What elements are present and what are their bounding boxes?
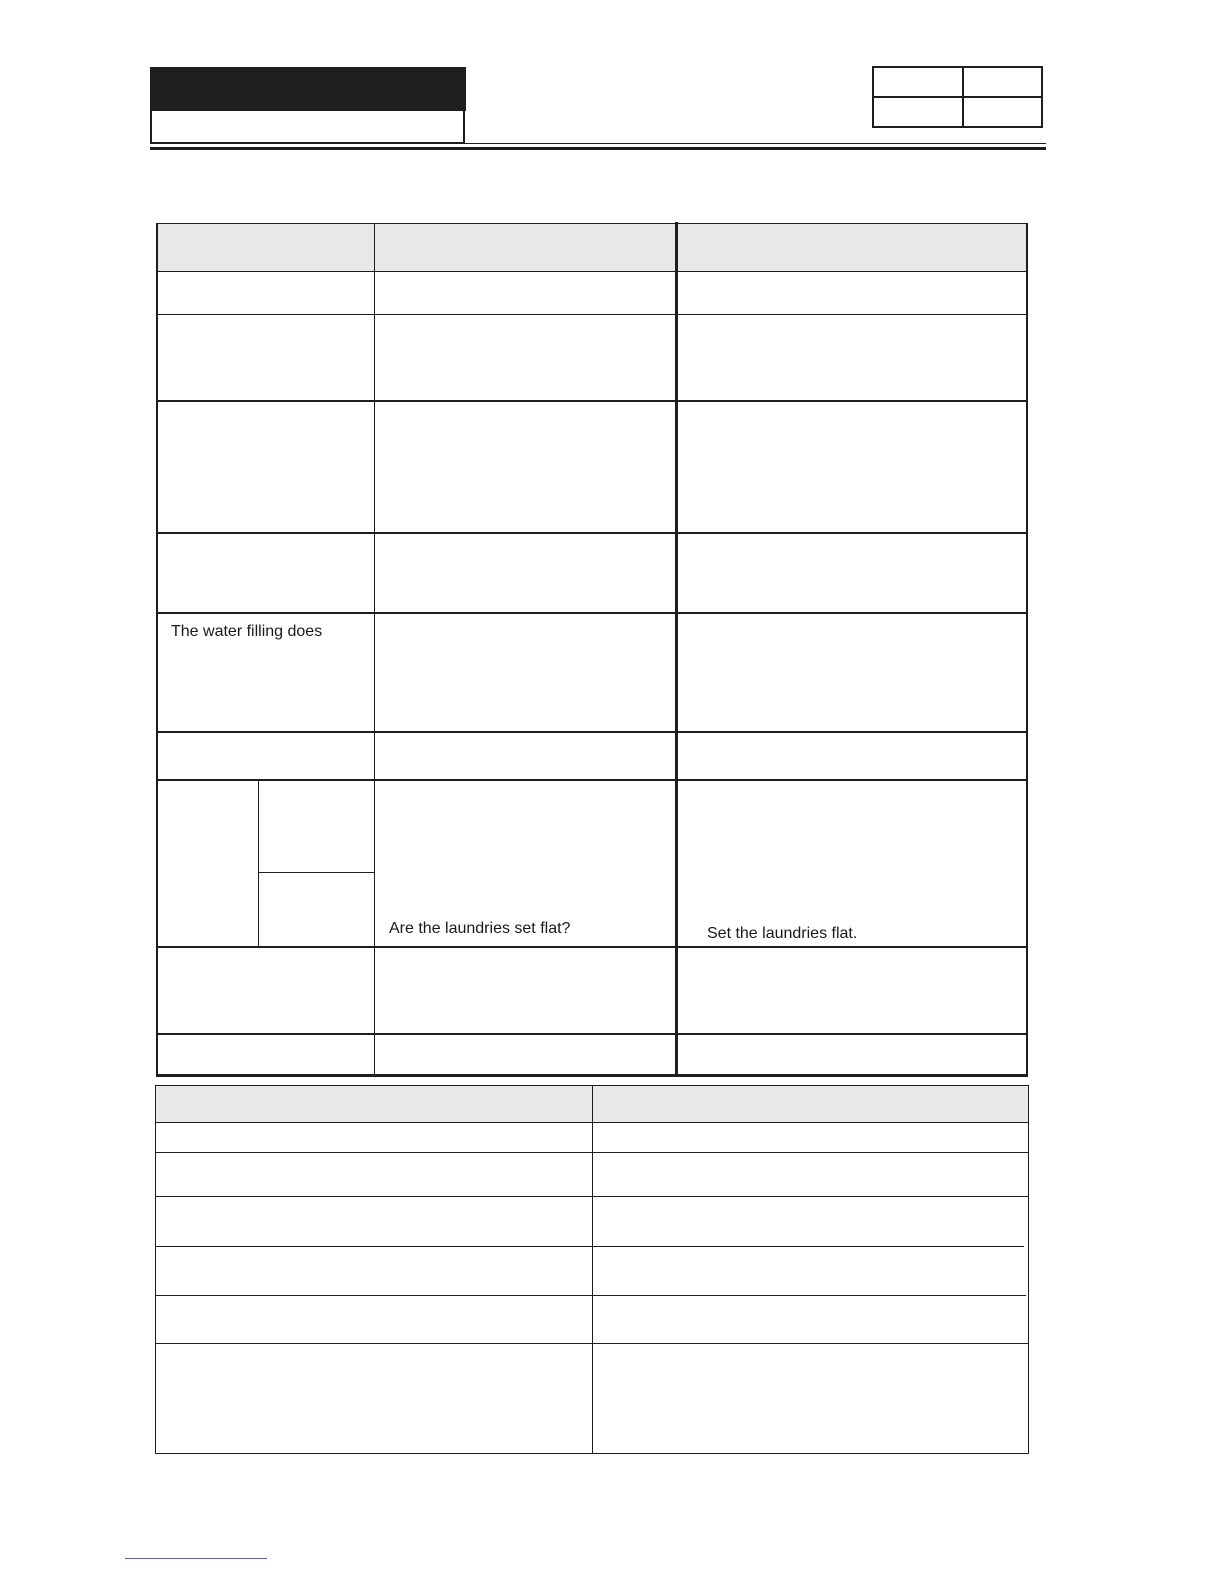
table-header-row [157,224,1027,271]
footer-link-underline[interactable] [125,1558,267,1559]
cause-cell: Are the laundries set flat? [389,920,571,937]
problem-cell: The water filling does [171,623,323,640]
solution-cell: Set the laundries flat. [707,925,858,942]
second-table [0,1080,1224,1460]
